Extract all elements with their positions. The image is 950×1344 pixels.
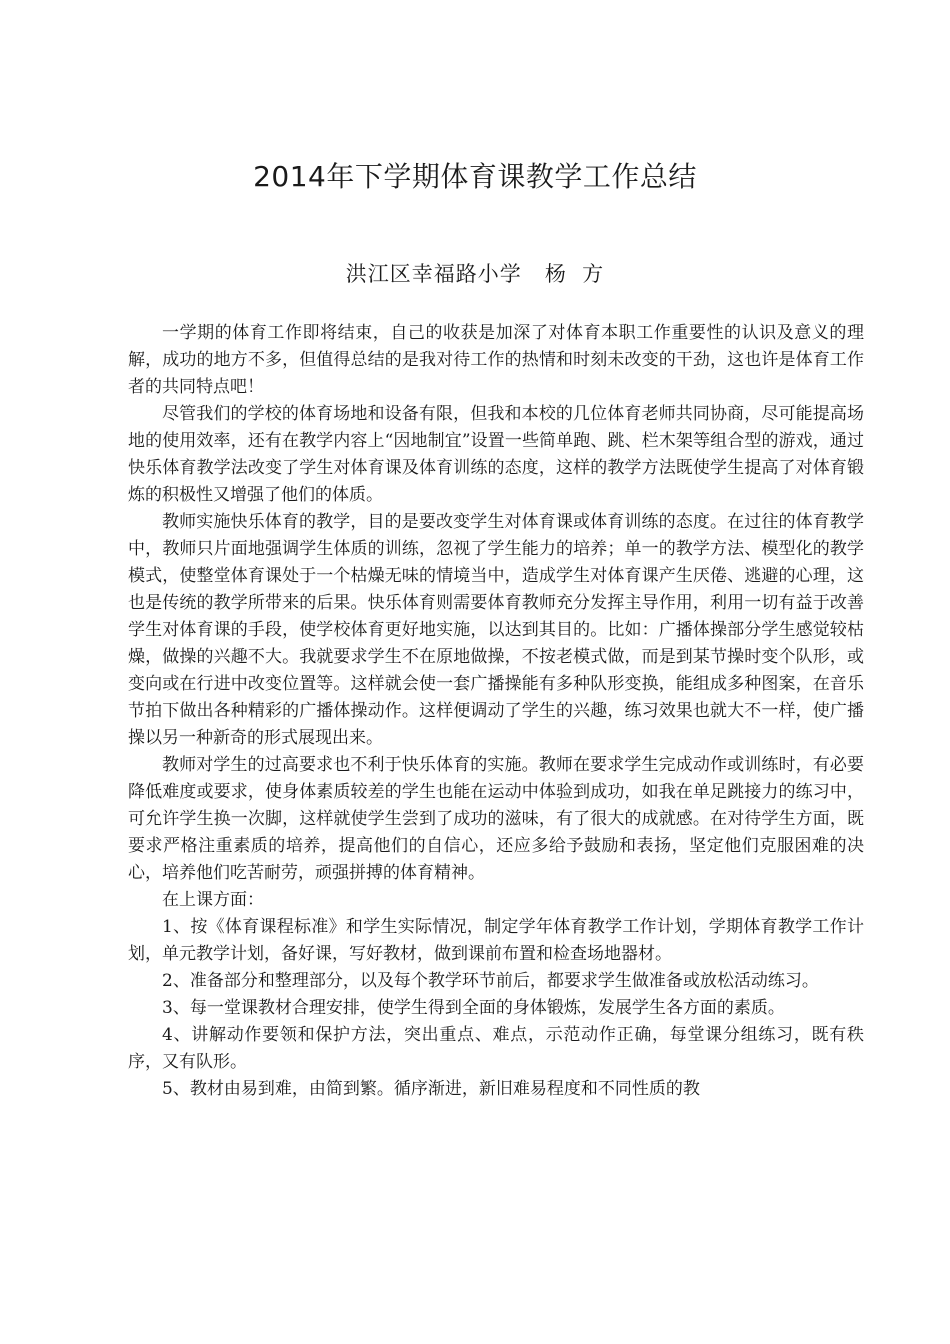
document-title: 2014年下学期体育课教学工作总结 bbox=[253, 160, 697, 193]
paragraph: 5、教材由易到难，由简到繁。循序渐进，新旧难易程度和不同性质的教 bbox=[162, 1079, 700, 1099]
paragraph: 一学期的体育工作即将结束，自己的收获是加深了对体育本职工作重要性的认识及意义的理解，成功的地方不多，但值得总结的是我对待工作的热情和时刻未改变的干劲，这也许是体育工作者的共同特点吧！ bbox=[128, 323, 864, 397]
paragraph: 在上课方面： bbox=[162, 890, 264, 910]
author-line: 洪江区幸福路小学 杨 方 bbox=[345, 262, 605, 286]
paragraph: 教师对学生的过高要求也不利于快乐体育的实施。教师在要求学生完成动作或训练时，有必要降低难度或要求，使身体素质较差的学生也能在运动中体验到成功，如我在单足跳接力的练习中，可允许学生换一次脚，这样就使学生尝到了成功的滋味，有了很大的成就感。在对待学生方面，既要求严格注重素质的培养，提高他们的自信心，还应多给予鼓励和表扬，坚定他们克服困难的决心，培养他们吃苦耐劳，顽强拼搏的体育精神。 bbox=[128, 755, 864, 883]
paragraph: 尽管我们的学校的体育场地和设备有限，但我和本校的几位体育老师共同协商，尽可能提高场地的使用效率，还有在教学内容上“因地制宜”设置一些简单跑、跳、栏木架等组合型的游戏，通过快乐体育教学法改变了学生对体育课及体育训练的态度，这样的教学方法既使学生提高了对体育锻炼的积极性又增强了他们的体质。 bbox=[128, 404, 864, 505]
paragraph: 4、讲解动作要领和保护方法，突出重点、难点，示范动作正确，每堂课分组练习，既有秩序，又有队形。 bbox=[128, 1025, 864, 1072]
paragraph: 2、准备部分和整理部分，以及每个教学环节前后，都要求学生做准备或放松活动练习。 bbox=[162, 971, 819, 991]
paragraph: 教师实施快乐体育的教学，目的是要改变学生对体育课或体育训练的态度。在过往的体育教学中，教师只片面地强调学生体质的训练，忽视了学生能力的培养；单一的教学方法、模型化的教学模式，使整堂体育课处于一个枯燥无味的情境当中，造成学生对体育课产生厌倦、逃避的心理，这也是传统的教学所带来的后果。快乐体育则需要体育教师充分发挥主导作用，利用一切有益于改善学生对体育课的手段，使学校体育更好地实施，以达到其目的。比如：广播体操部分学生感觉较枯燥，做操的兴趣不大。我就要求学生不在原地做操，不按老模式做，而是到某节操时变个队形，或变向或在行进中改变位置等。这样就会使一套广播操能有多种队形变换，能组成多种图案，在音乐节拍下做出各种精彩的广播体操动作。这样便调动了学生的兴趣，练习效果也就大不一样，使广播操以另一种新奇的形式展现出来。 bbox=[128, 512, 864, 748]
paragraph: 3、每一堂课教材合理安排，使学生得到全面的身体锻炼，发展学生各方面的素质。 bbox=[162, 998, 785, 1018]
paragraph: 1、按《体育课程标准》和学生实际情况，制定学年体育教学工作计划，学期体育教学工作计划，单元教学计划，备好课，写好教材，做到课前布置和检查场地器材。 bbox=[128, 917, 864, 964]
document-body bbox=[128, 320, 864, 1103]
